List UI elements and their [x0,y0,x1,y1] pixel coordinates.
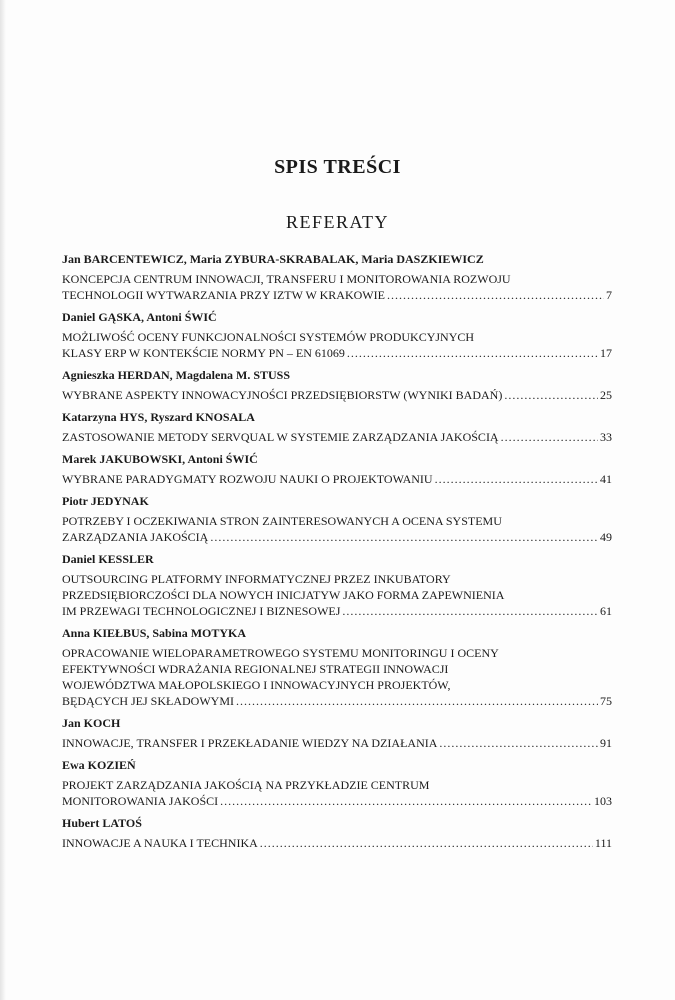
entry-title-line: IM PRZEWAGI TECHNOLOGICZNEJ I BIZNESOWEJ [62,604,341,618]
entry-title-final-line [62,693,612,709]
toc-entry [62,451,612,487]
dot-leader [504,387,598,403]
entry-title-line: ZARZĄDZANIA JAKOŚCIĄ [62,530,209,544]
entry-title-line: INNOWACJE A NAUKA I TECHNIKA [62,836,258,850]
dot-leader [387,287,604,303]
entry-page-number: 103 [594,794,612,808]
entry-authors: Katarzyna HYS, Ryszard KNOSALA [62,410,255,424]
entry-authors: Jan BARCENTEWICZ, Maria ZYBURA-SKRABALAK, Maria DASZKIEWICZ [62,252,484,266]
table-of-contents [62,251,612,857]
dot-leader [342,603,598,619]
entry-title-line: EFEKTYWNOŚCI WDRAŻANIA REGIONALNEJ STRATEGII INNOWACJI [62,662,449,676]
toc-entry [62,715,612,751]
entry-title-line: KLASY ERP W KONTEKŚCIE NORMY PN – EN 61069 [62,346,345,360]
entry-title-final-line [62,387,612,403]
dot-leader [435,471,598,487]
entry-title-line: MONITOROWANIA JAKOŚCI [62,794,219,808]
entry-page-number: 25 [600,388,612,402]
entry-title-line: MOŻLIWOŚĆ OCENY FUNKCJONALNOŚCI SYSTEMÓW PRODUKCYJNYCH [62,330,475,344]
entry-authors: Daniel GĄSKA, Antoni ŚWIĆ [62,310,217,324]
entry-title-final-line [62,287,612,303]
entry-page-number: 41 [600,472,612,486]
page-edge-shadow [0,0,6,1000]
entry-title-line: BĘDĄCYCH JEJ SKŁADOWYMI [62,694,235,708]
toc-entry [62,625,612,709]
entry-title-line: INNOWACJE, TRANSFER I PRZEKŁADANIE WIEDZY NA DZIAŁANIA [62,736,438,750]
entry-page-number: 49 [600,530,612,544]
entry-title-line: KONCEPCJA CENTRUM INNOWACJI, TRANSFERU I MONITOROWANIA ROZWOJU [62,272,511,286]
entry-title-final-line [62,793,612,809]
dot-leader [439,735,598,751]
toc-entry [62,309,612,361]
section-heading: REFERATY [285,212,389,232]
dot-leader [210,529,598,545]
entry-title-final-line [62,603,612,619]
entry-title-line: WYBRANE PARADYGMATY ROZWOJU NAUKI O PROJEKTOWANIU [62,472,433,486]
entry-title-final-line [62,429,612,445]
entry-title-line: WYBRANE ASPEKTY INNOWACYJNOŚCI PRZEDSIĘBIORSTW (WYNIKI BADAŃ) [62,388,503,402]
dot-leader [220,793,592,809]
page-title: SPIS TREŚCI [274,156,401,178]
entry-title-line: PROJEKT ZARZĄDZANIA JAKOŚCIĄ NA PRZYKŁADZIE CENTRUM [62,778,430,792]
entry-title-final-line [62,735,612,751]
entry-page-number: 17 [600,346,612,360]
entry-title-line: OPRACOWANIE WIELOPARAMETROWEGO SYSTEMU MONITORINGU I OCENY [62,646,499,660]
entry-title-final-line [62,835,612,851]
entry-title-line: ZASTOSOWANIE METODY SERVQUAL W SYSTEMIE ZARZĄDZANIA JAKOŚCIĄ [62,430,499,444]
entry-page-number: 61 [600,604,612,618]
entry-authors: Piotr JEDYNAK [62,494,149,508]
entry-title-line: TECHNOLOGII WYTWARZANIA PRZY IZTW W KRAKOWIE [62,288,385,302]
toc-entry [62,815,612,851]
entry-authors: Marek JAKUBOWSKI, Antoni ŚWIĆ [62,452,258,466]
toc-entry [62,757,612,809]
entry-authors: Ewa KOZIEŃ [62,758,136,772]
toc-entry [62,367,612,403]
entry-authors: Hubert LATOŚ [62,816,142,830]
entry-authors: Jan KOCH [62,716,121,730]
dot-leader [347,345,598,361]
entry-page-number: 91 [600,736,612,750]
entry-page-number: 33 [600,430,612,444]
entry-page-number: 111 [594,836,612,850]
entry-title-line: WOJEWÓDZTWA MAŁOPOLSKIEGO I INNOWACYJNYCH PROJEKTÓW, [62,678,451,692]
entry-title-final-line [62,345,612,361]
entry-title-final-line [62,529,612,545]
toc-entry [62,493,612,545]
dot-leader [260,835,593,851]
entry-title-line: OUTSOURCING PLATFORMY INFORMATYCZNEJ PRZEZ INKUBATORY [62,572,451,586]
entry-authors: Daniel KESSLER [62,552,154,566]
toc-entry [62,551,612,619]
entry-authors: Anna KIEŁBUS, Sabina MOTYKA [62,626,247,640]
dot-leader [501,429,598,445]
entry-authors: Agnieszka HERDAN, Magdalena M. STUSS [62,368,291,382]
dot-leader [236,693,598,709]
toc-entry [62,409,612,445]
toc-entry [62,251,612,303]
entry-title-line: POTRZEBY I OCZEKIWANIA STRON ZAINTERESOWANYCH A OCENA SYSTEMU [62,514,502,528]
entry-page-number: 75 [600,694,612,708]
entry-page-number: 7 [606,288,612,302]
entry-title-line: PRZEDSIĘBIORCZOŚCI DLA NOWYCH INICJATYW JAKO FORMA ZAPEWNIENIA [62,588,505,602]
entry-title-final-line [62,471,612,487]
